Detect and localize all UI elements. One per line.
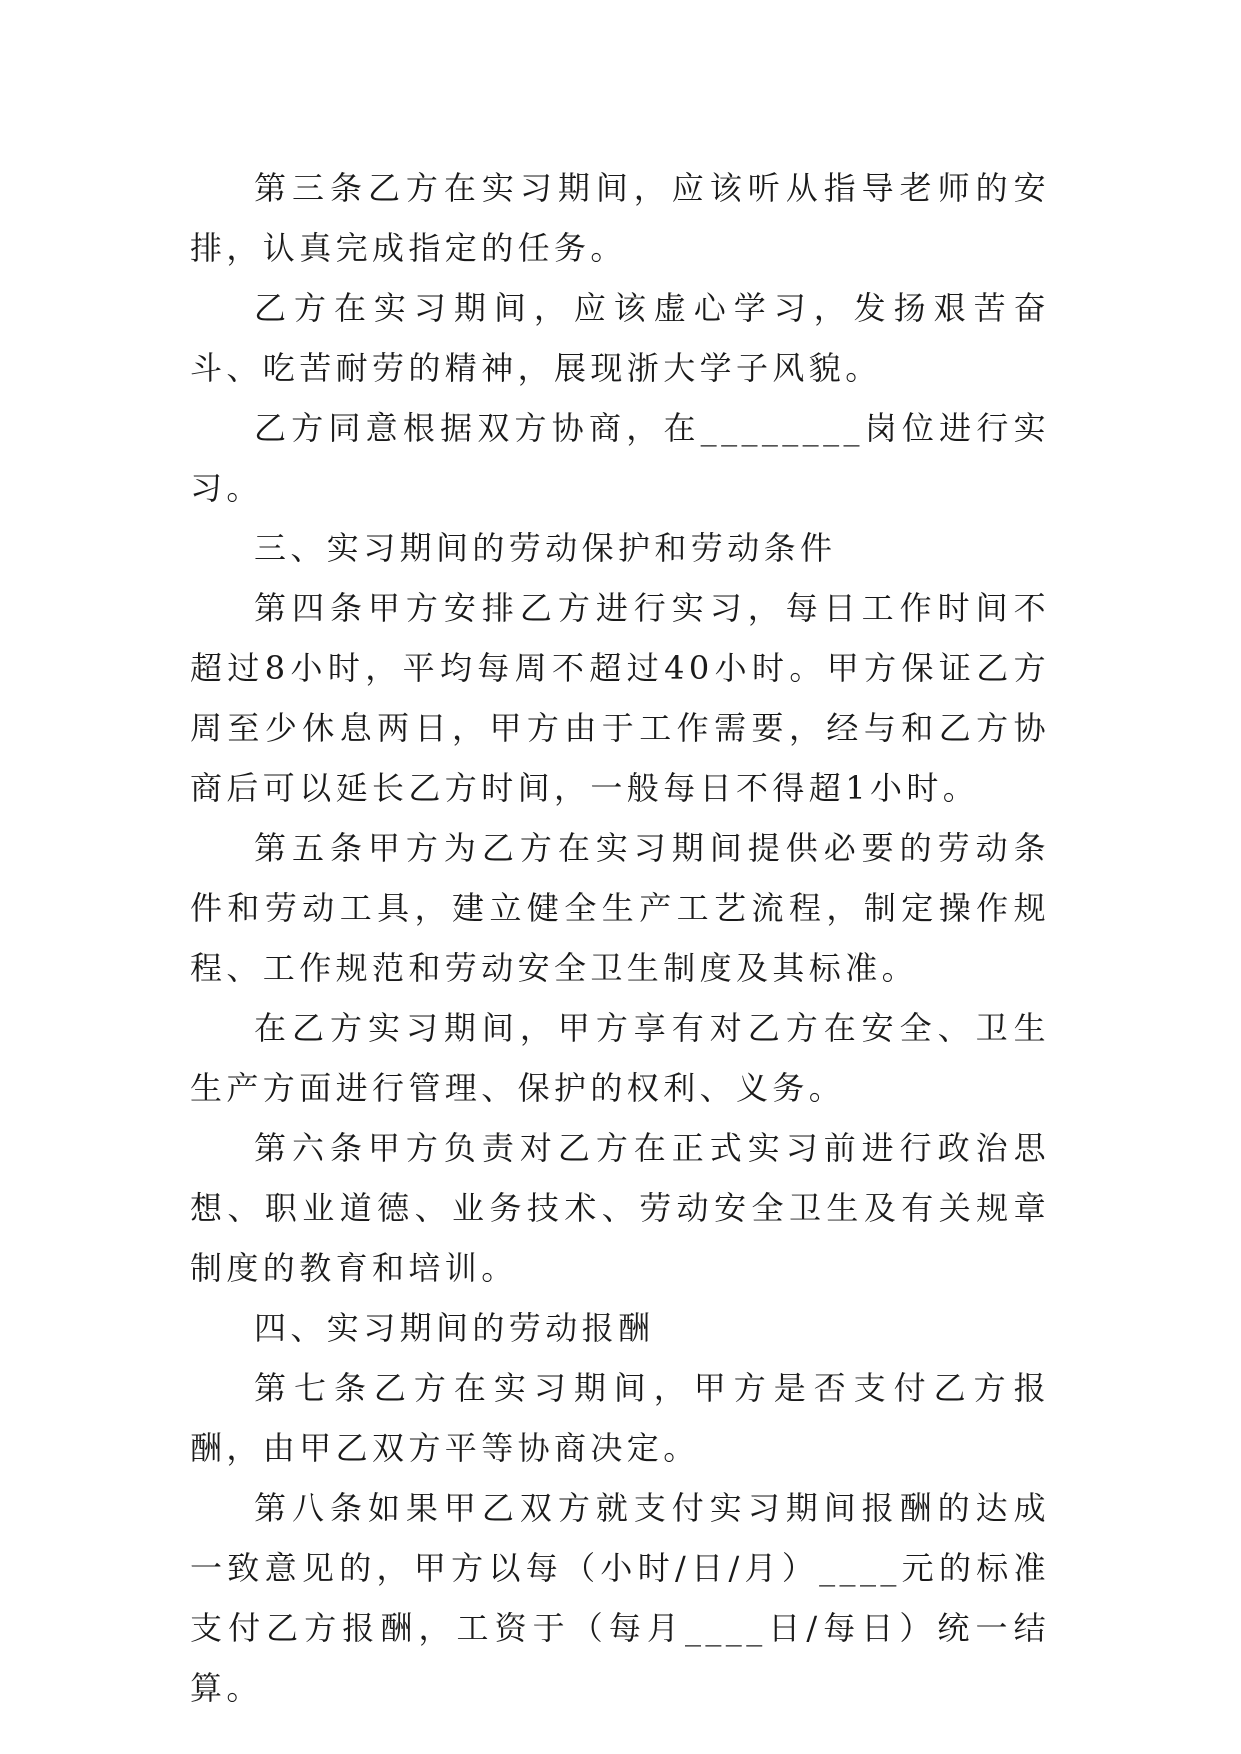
- paragraph-position: 乙方同意根据双方协商，在________岗位进行实习。: [190, 409, 1050, 507]
- paragraph-study-attitude: 乙方在实习期间，应该虚心学习，发扬艰苦奋斗、吃苦耐劳的精神，展现浙大学子风貌。: [190, 289, 1050, 387]
- paragraph-article-8: 第八条如果甲乙双方就支付实习期间报酬的达成一致意见的，甲方以每（小时/日/月）____元的标准支付乙方报酬，工资于（每月____日/每日）统一结算。: [190, 1489, 1050, 1707]
- paragraph-safety-management: 在乙方实习期间，甲方享有对乙方在安全、卫生生产方面进行管理、保护的权利、义务。: [190, 1009, 1050, 1107]
- paragraph-article-5: 第五条甲方为乙方在实习期间提供必要的劳动条件和劳动工具，建立健全生产工艺流程，制定操作规程、工作规范和劳动安全卫生制度及其标准。: [190, 829, 1050, 987]
- paragraph-article-6: 第六条甲方负责对乙方在正式实习前进行政治思想、职业道德、业务技术、劳动安全卫生及有关规章制度的教育和培训。: [190, 1129, 1050, 1287]
- paragraph-article-3: 第三条乙方在实习期间，应该听从指导老师的安排，认真完成指定的任务。: [190, 169, 1050, 267]
- paragraph-article-4: 第四条甲方安排乙方进行实习，每日工作时间不超过8小时，平均每周不超过40小时。甲方保证乙方周至少休息两日，甲方由于工作需要，经与和乙方协商后可以延长乙方时间，一般每日不得超1小时。: [190, 589, 1050, 807]
- document-body: [190, 158, 1050, 1718]
- section-heading-3: 三、实习期间的劳动保护和劳动条件: [254, 529, 837, 567]
- section-heading-4: 四、实习期间的劳动报酬: [254, 1309, 655, 1347]
- paragraph-article-7: 第七条乙方在实习期间，甲方是否支付乙方报酬，由甲乙双方平等协商决定。: [190, 1369, 1050, 1467]
